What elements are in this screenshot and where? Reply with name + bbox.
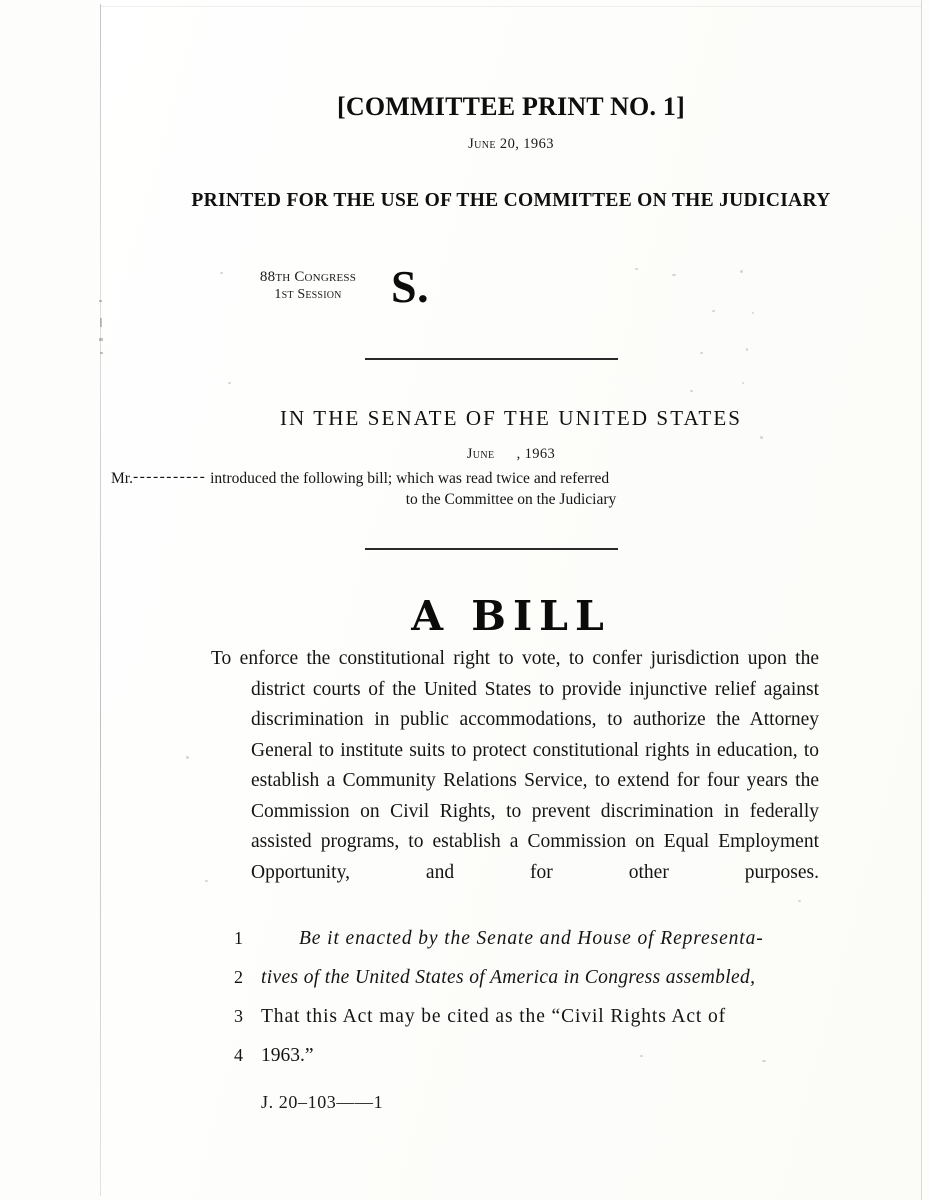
chamber-heading: IN THE SENATE OF THE UNITED STATES bbox=[279, 406, 743, 430]
printer-imprint: J. 20–103——1 bbox=[261, 1092, 384, 1112]
document-content bbox=[101, 0, 921, 1200]
line-number: 4 bbox=[234, 1045, 243, 1065]
enacting-clause-block bbox=[211, 928, 786, 1084]
line-number: 3 bbox=[234, 1006, 243, 1026]
introduction-date bbox=[101, 446, 921, 463]
referral-text: introduced the following bill; which was read twice and referred bbox=[210, 470, 610, 487]
congress-session-block bbox=[213, 268, 403, 304]
divider-rule-bottom bbox=[365, 548, 618, 550]
line-text: That this Act may be cited as the “Civil Rights Act of bbox=[261, 1006, 727, 1027]
bill-long-title: To enforce the constitutional right to vote, to confer jurisdiction upon the district courts of the United States to provide injunctive relief against discrimination in public accommodations, to authorize the Attorney General to institute suits to protect constitutional rights in education, to establish a Community Relations Service, to extend for four years the Commission on Civil Rights, to prevent discrimination in federally assisted programs, to establish a Commission on Equal Employment Opportunity, and for other purposes. bbox=[211, 648, 819, 883]
bill-number: S. bbox=[391, 261, 430, 312]
introduction-month: June bbox=[466, 446, 495, 462]
enacting-line bbox=[211, 928, 786, 967]
divider-rule-top bbox=[365, 358, 618, 360]
session-label: 1st Session bbox=[274, 287, 342, 302]
page-right-edge bbox=[921, 0, 922, 1200]
sponsor-referral-block bbox=[101, 468, 921, 510]
line-number: 2 bbox=[234, 967, 243, 987]
print-date: June 20, 1963 bbox=[468, 136, 554, 152]
enacting-line bbox=[211, 1006, 786, 1045]
sponsor-line bbox=[101, 468, 921, 489]
line-text: tives of the United States of America in Congress assembled, bbox=[261, 967, 756, 988]
introduction-year: , 1963 bbox=[516, 446, 556, 462]
enacting-line bbox=[211, 1045, 786, 1084]
printed-for-heading: PRINTED FOR THE USE OF THE COMMITTEE ON THE JUDICIARY bbox=[191, 190, 831, 211]
sponsor-prefix: Mr. bbox=[111, 470, 133, 487]
sponsor-blank-field: ----------- bbox=[132, 468, 207, 485]
referral-text-line2: to the Committee on the Judiciary bbox=[405, 491, 617, 508]
line-number: 1 bbox=[234, 928, 243, 948]
line-text: 1963.” bbox=[261, 1045, 314, 1066]
congress-label: 88th Congress bbox=[259, 269, 357, 285]
bill-heading: A BILL bbox=[411, 592, 611, 640]
committee-print-heading: [COMMITTEE PRINT NO. 1] bbox=[337, 92, 685, 121]
line-text: Be it enacted by the Senate and House of Representa- bbox=[299, 928, 764, 949]
enacting-line bbox=[211, 967, 786, 1006]
